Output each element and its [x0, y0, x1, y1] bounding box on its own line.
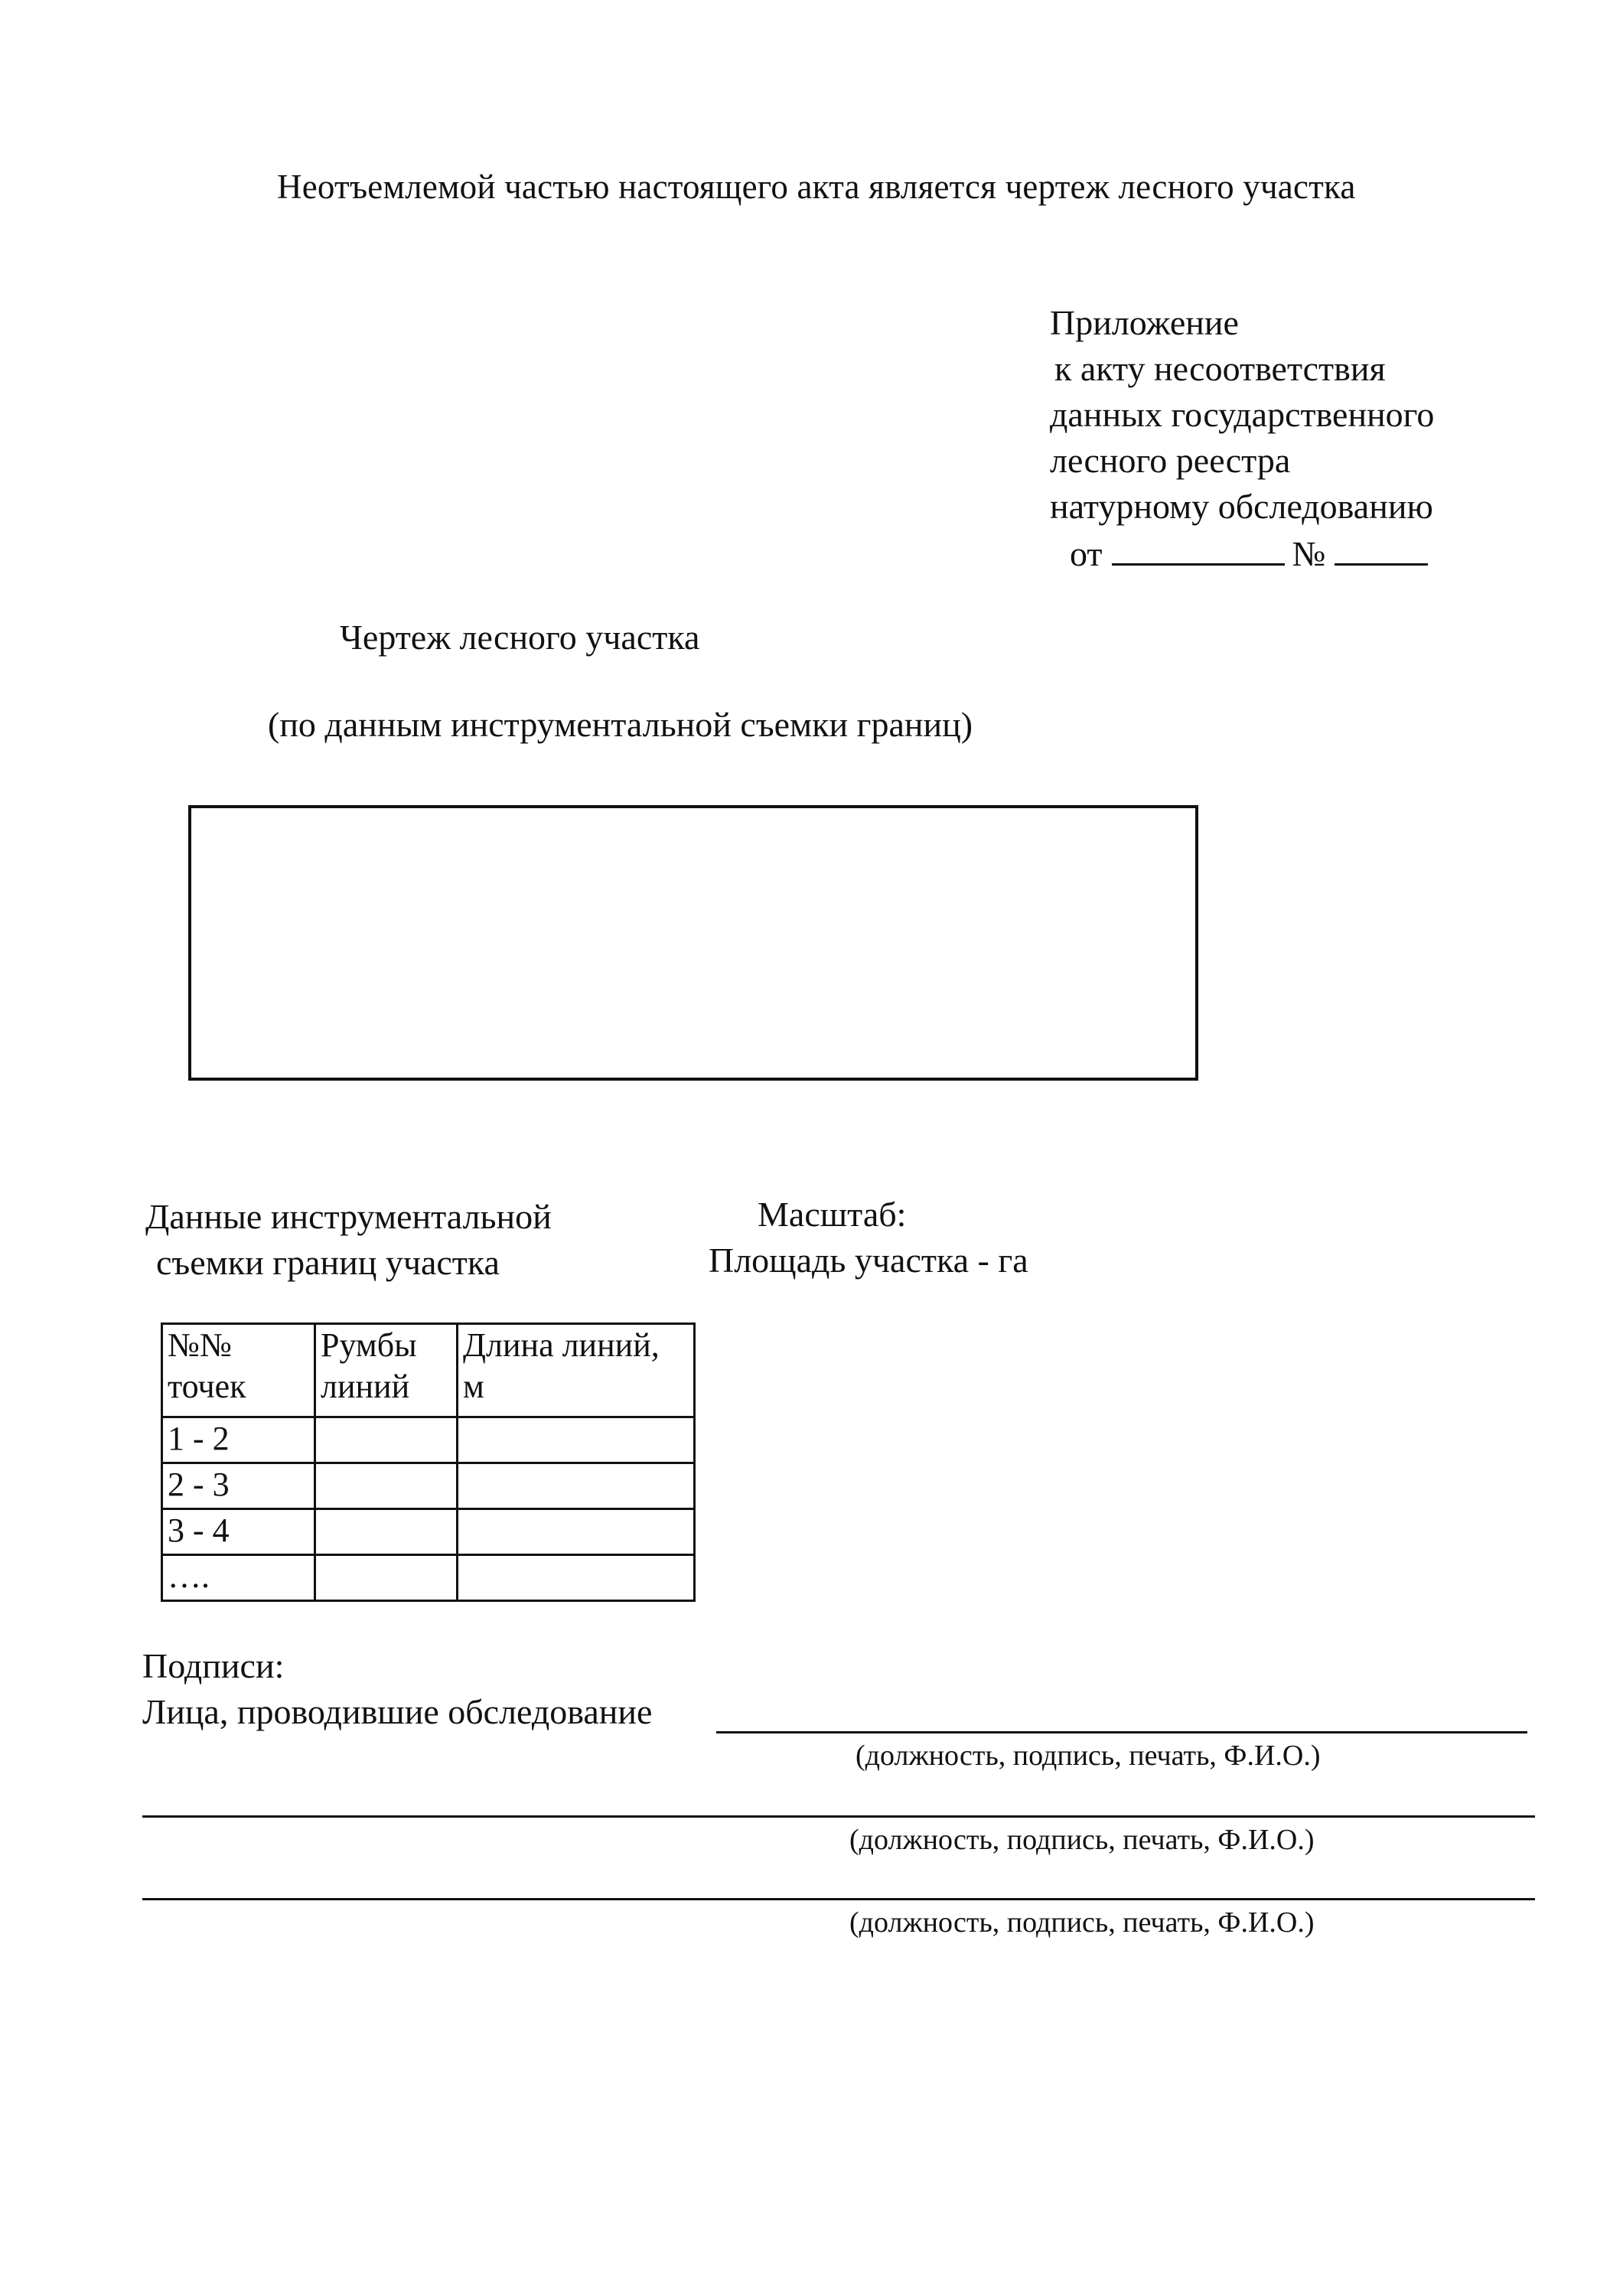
survey-data-label — [145, 1194, 552, 1286]
appendix-date-number-line — [1050, 530, 1434, 577]
table-cell — [315, 1509, 458, 1555]
intro-text: Неотъемлемой частью настоящего акта является чертеж лесного участка — [277, 168, 1356, 206]
table-cell — [315, 1417, 458, 1463]
survey-label-line-2: съемки границ участка — [156, 1243, 500, 1282]
table-cell — [315, 1555, 458, 1601]
scale-label: Масштаб: — [758, 1195, 907, 1234]
appendix-line-1: Приложение — [1050, 303, 1239, 342]
drawing-frame — [188, 805, 1198, 1081]
table-row — [162, 1417, 695, 1463]
signature-caption-3: (должность, подпись, печать, Ф.И.О.) — [849, 1906, 1315, 1939]
table-cell — [458, 1555, 695, 1601]
table-cell: 1 - 2 — [162, 1417, 315, 1463]
area-label: Площадь участка - га — [709, 1241, 1028, 1280]
persons-label: Лица, проводившие обследование — [142, 1692, 653, 1731]
header-bearings: Румбы линий — [315, 1324, 458, 1417]
table-row — [162, 1509, 695, 1555]
table-cell: 2 - 3 — [162, 1463, 315, 1509]
date-blank — [1112, 530, 1285, 566]
table-cell: …. — [162, 1555, 315, 1601]
appendix-line-2: к акту несоответствия — [1054, 349, 1386, 388]
table-cell — [315, 1463, 458, 1509]
table-cell — [458, 1463, 695, 1509]
drawing-title: Чертеж лесного участка — [340, 618, 700, 657]
appendix-block — [1050, 300, 1434, 577]
table-cell — [458, 1509, 695, 1555]
signature-line-1 — [716, 1731, 1527, 1733]
drawing-subtitle: (по данным инструментальной съемки границ) — [268, 705, 973, 744]
appendix-line-5: натурному обследованию — [1050, 487, 1433, 526]
header-lengths: Длина линий, м — [458, 1324, 695, 1417]
appendix-line-4: лесного реестра — [1050, 441, 1291, 480]
survey-table — [161, 1322, 696, 1602]
table-cell: 3 - 4 — [162, 1509, 315, 1555]
number-blank — [1335, 530, 1428, 566]
appendix-line-3: данных государственного — [1050, 395, 1435, 434]
table-row — [162, 1463, 695, 1509]
header-points: №№ точек — [162, 1324, 315, 1417]
number-sign: № — [1292, 534, 1326, 573]
table-row — [162, 1555, 695, 1601]
date-prefix: от — [1070, 534, 1103, 573]
signature-line-2 — [142, 1815, 1535, 1818]
table-cell — [458, 1417, 695, 1463]
signature-caption-2: (должность, подпись, печать, Ф.И.О.) — [849, 1824, 1315, 1856]
table-header-row — [162, 1324, 695, 1417]
signature-line-3 — [142, 1898, 1535, 1900]
signatures-title: Подписи: — [142, 1646, 285, 1685]
survey-label-line-1: Данные инструментальной — [145, 1197, 552, 1236]
signature-caption-1: (должность, подпись, печать, Ф.И.О.) — [855, 1740, 1321, 1772]
